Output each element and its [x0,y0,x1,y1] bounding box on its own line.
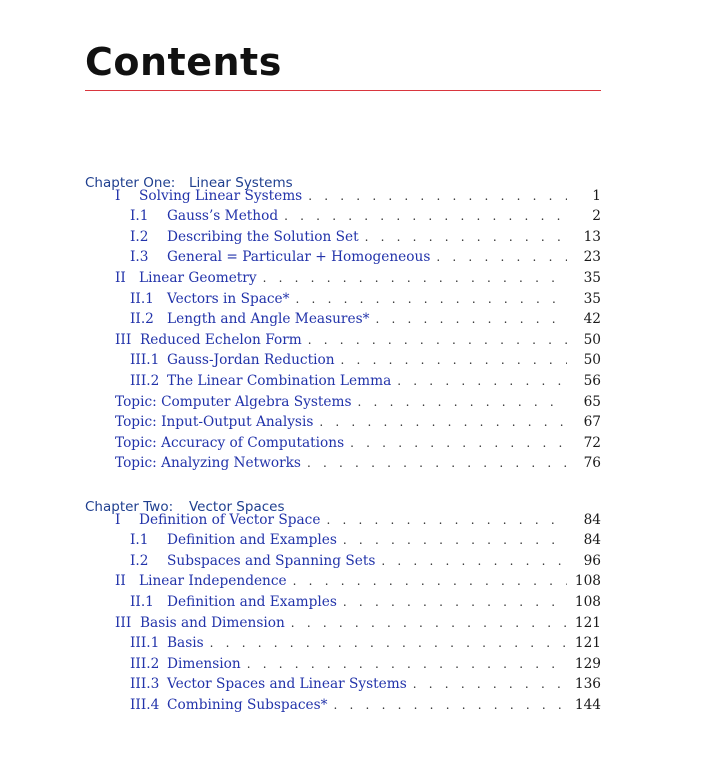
toc-entry[interactable] [130,654,601,675]
toc-entry[interactable] [130,551,601,572]
toc-entry[interactable] [115,412,601,433]
toc-entry[interactable] [130,350,601,371]
toc-entry[interactable] [115,186,601,207]
toc-entry[interactable] [115,510,601,531]
dot-leader [334,695,568,716]
entry-page-number: 56 [583,372,601,389]
toc-entry[interactable] [130,633,601,654]
entry-label: Definition and Examples [167,532,337,549]
entry-label: The Linear Combination Lemma [167,372,392,389]
chapter-name: Linear Systems [189,175,293,191]
entry-label: Linear Geometry [139,269,257,286]
entry-label: Topic: Input-Output Analysis [115,414,314,431]
toc-entry[interactable] [115,571,601,592]
dot-leader [319,412,567,433]
toc-entry[interactable] [130,309,601,330]
toc-entry[interactable] [130,695,601,716]
entry-number: III.3 [130,676,160,693]
entry-number: III.2 [130,655,160,672]
entry-page-number: 35 [583,290,601,307]
dot-leader [343,530,567,551]
entry-page-number: 108 [574,593,601,610]
entry-label: Gauss’s Method [167,208,279,225]
dot-leader [284,206,567,227]
entry-number: I.2 [130,228,149,245]
entry-page-number: 76 [583,455,601,472]
entry-label: General = Particular + Homogeneous [167,249,431,266]
chapter-number: Chapter Two: [85,499,174,515]
entry-label: Dimension [167,655,241,672]
toc-entry[interactable] [130,206,601,227]
toc-entry[interactable] [115,613,601,634]
entry-label: Basis and Dimension [140,614,285,631]
entry-label: Gauss-Jordan Reduction [167,352,335,369]
entry-number: II [115,573,126,590]
entry-page-number: 1 [592,187,601,204]
entry-label: Topic: Computer Algebra Systems [115,393,352,410]
entry-label: Topic: Accuracy of Computations [115,434,345,451]
entry-page-number: 84 [583,511,601,528]
entry-number: III.2 [130,372,160,389]
entry-label: Solving Linear Systems [139,187,303,204]
entry-page-number: 121 [574,635,601,652]
entry-number: II.2 [130,311,154,328]
entry-label: Length and Angle Measures* [167,311,370,328]
entry-number: I [115,511,121,528]
entry-label: Describing the Solution Set [167,228,359,245]
toc-entry[interactable] [130,371,601,392]
entry-label: Subspaces and Spanning Sets [167,552,376,569]
entry-number: I.2 [130,552,149,569]
dot-leader [326,510,567,531]
dot-leader [291,613,567,634]
entry-page-number: 50 [583,352,601,369]
entry-number: III.1 [130,352,160,369]
dot-leader [375,309,567,330]
entry-page-number: 144 [574,696,601,713]
chapter-name: Vector Spaces [189,499,285,515]
title-rule [85,90,601,91]
entry-label: Linear Independence [139,573,287,590]
dot-leader [247,654,567,675]
toc-entry[interactable] [115,268,601,289]
entry-number: III.4 [130,696,160,713]
toc-entry[interactable] [115,392,601,413]
entry-page-number: 23 [583,249,601,266]
toc-entry[interactable] [115,330,601,351]
entry-page-number: 50 [583,331,601,348]
entry-number: I.1 [130,208,149,225]
entry-page-number: 67 [583,414,601,431]
entry-page-number: 136 [574,676,601,693]
dot-leader [365,227,567,248]
dot-leader [341,350,567,371]
entry-page-number: 35 [583,269,601,286]
entry-page-number: 121 [574,614,601,631]
dot-leader [358,392,567,413]
entry-number: I [115,187,121,204]
toc-entry[interactable] [130,247,601,268]
entry-label: Basis [167,635,204,652]
entry-label: Definition and Examples [167,593,337,610]
entry-number: I.1 [130,532,149,549]
dot-leader [296,289,567,310]
dot-leader [413,674,567,695]
entry-label: Combining Subspaces* [167,696,328,713]
dot-leader [436,247,567,268]
toc-entry[interactable] [115,453,601,474]
entry-page-number: 72 [583,434,601,451]
dot-leader [381,551,567,572]
dot-leader [397,371,567,392]
entry-number: III [115,331,132,348]
dot-leader [293,571,567,592]
toc-entry[interactable] [115,433,601,454]
toc-entry[interactable] [130,674,601,695]
dot-leader [308,330,567,351]
dot-leader [263,268,567,289]
toc-entry[interactable] [130,289,601,310]
entry-label: Definition of Vector Space [139,511,321,528]
entry-label: Vector Spaces and Linear Systems [167,676,407,693]
dot-leader [350,433,567,454]
entry-number: II.1 [130,593,154,610]
dot-leader [210,633,567,654]
entry-number: I.3 [130,249,149,266]
toc-entry[interactable] [130,227,601,248]
entry-page-number: 2 [592,208,601,225]
page-title: Contents [85,40,282,84]
entry-page-number: 84 [583,532,601,549]
entry-page-number: 42 [583,311,601,328]
chapter-number: Chapter One: [85,175,176,191]
entry-label: Reduced Echelon Form [140,331,302,348]
entry-page-number: 129 [574,655,601,672]
dot-leader [308,186,567,207]
entry-number: III [115,614,132,631]
dot-leader [307,453,567,474]
entry-number: II [115,269,126,286]
entry-page-number: 96 [583,552,601,569]
entry-page-number: 13 [583,228,601,245]
entry-page-number: 108 [574,573,601,590]
entry-page-number: 65 [583,393,601,410]
entry-number: III.1 [130,635,160,652]
entry-label: Topic: Analyzing Networks [115,455,301,472]
entry-number: II.1 [130,290,154,307]
toc-entry[interactable] [130,592,601,613]
entry-label: Vectors in Space* [167,290,290,307]
toc-entry[interactable] [130,530,601,551]
dot-leader [343,592,567,613]
